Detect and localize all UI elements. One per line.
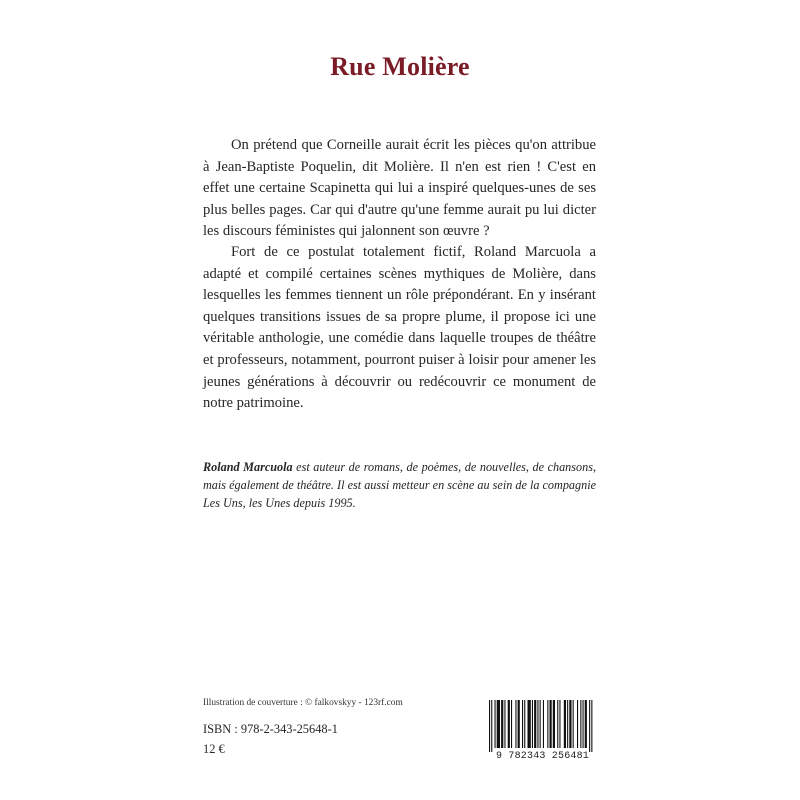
illustration-credit: Illustration de couverture : © falkovskyy - 123rf.com: [203, 698, 403, 708]
author-bio-text: est auteur de romans, de poèmes, de nouvelles, de chansons, mais également de théâtre. Il est aussi metteur en scène au sein de la compagnie Les Uns, les Unes depuis 1995.: [203, 460, 596, 511]
barcode: [485, 697, 600, 767]
barcode-digits: 9 782343 256481: [495, 751, 589, 762]
author-bio: [203, 458, 596, 513]
isbn: ISBN : 978-2-343-25648-1: [203, 722, 338, 736]
price: 12 €: [203, 742, 225, 756]
summary-paragraph-2: Fort de ce postulat totalement fictif, Roland Marcuola a adapté et compilé certaines scènes mythiques de Molière, dans lesquelles les femmes tiennent un rôle prépondérant. En y insérant quelques transitions issues de sa propre plume, il propose ici une véritable anthologie, une comédie dans laquelle troupes de théâtre et professeurs, notamment, pourront puiser à loisir pour amener les jeunes générations à découvrir ou redécouvrir ce monument de notre patrimoine.: [203, 244, 596, 412]
summary-paragraph-1: On prétend que Corneille aurait écrit les pièces qu'on attribue à Jean-Baptiste Poquelin, dit Molière. Il n'en est rien ! C'est en effet une certaine Scapinetta qui lui a inspiré quelques-unes de ses plus belles pages. Car qui d'autre qu'une femme aurait pu lui dicter les discours féministes qui jalonnent son œuvre ?: [203, 137, 596, 240]
author-name: Roland Marcuola: [203, 460, 293, 474]
barcode-bars: [485, 697, 600, 753]
book-title: Rue Molière: [330, 52, 470, 81]
